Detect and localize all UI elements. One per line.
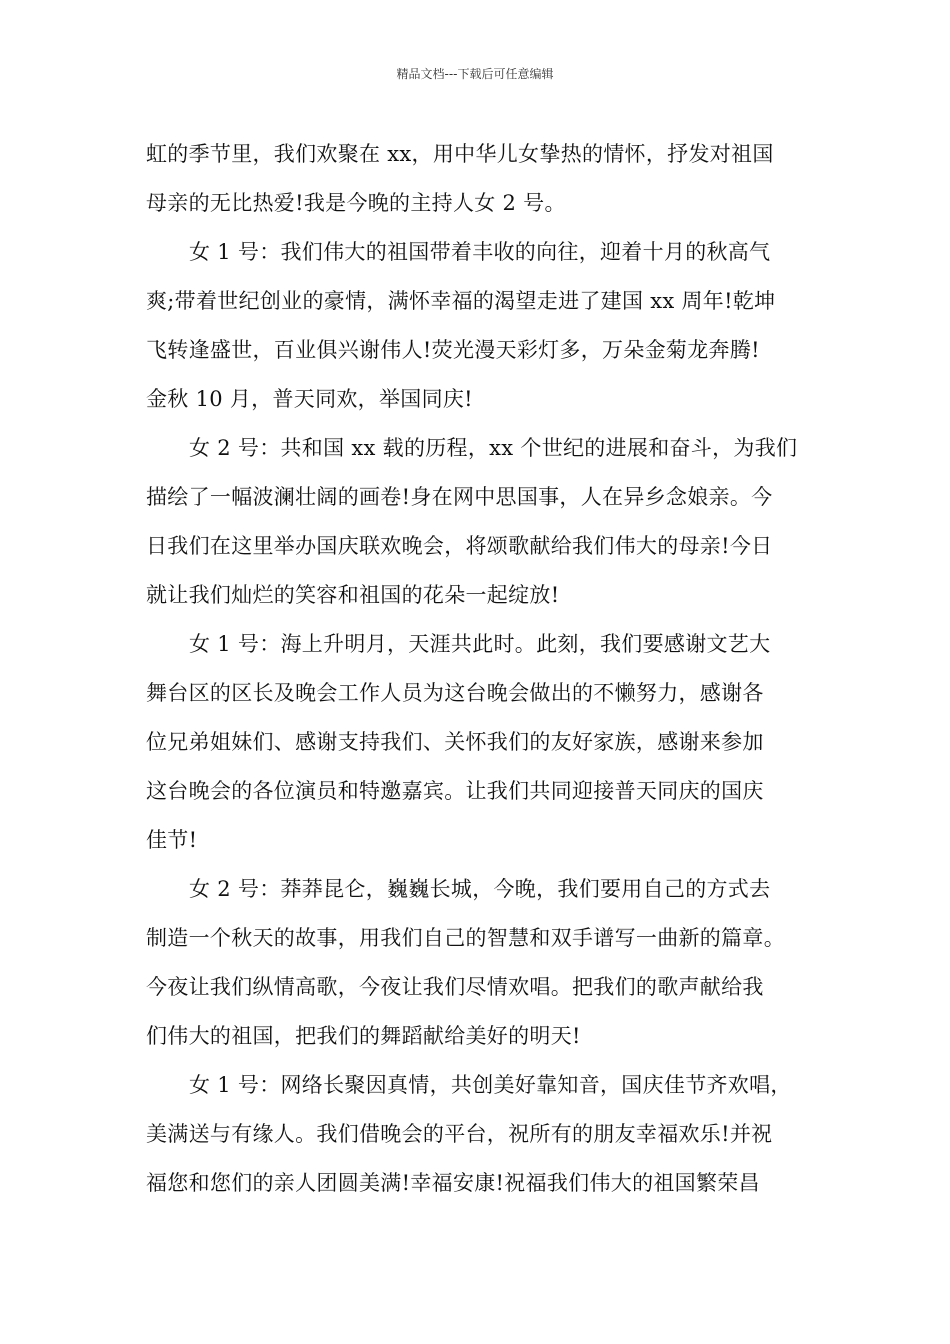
paragraph [146,1061,826,1208]
text-line: 女 2 号：莽莽昆仑，巍巍长城，今晚，我们要用自己的方式去 [189,877,771,901]
paragraph [146,130,826,228]
text-line: 佳节! [146,828,198,852]
text-line: 女 1 号：网络长聚因真情，共创美好靠知音，国庆佳节齐欢唱， [189,1073,792,1097]
text-line: 位兄弟姐妹们、感谢支持我们、关怀我们的友好家族，感谢来参加 [146,730,764,754]
text-line: 今夜让我们纵情高歌，今夜让我们尽情欢唱。把我们的歌声献给我 [146,975,764,999]
text-line: 这台晚会的各位演员和特邀嘉宾。让我们共同迎接普天同庆的国庆 [146,779,764,803]
text-line: 描绘了一幅波澜壮阔的画卷!身在网中思国事，人在异乡念娘亲。今 [146,485,773,509]
text-line: 虹的季节里，我们欢聚在 xx，用中华儿女挚热的情怀，抒发对祖国 [146,142,774,166]
paragraph [146,424,826,620]
text-line: 福您和您们的亲人团圆美满!幸福安康!祝福我们伟大的祖国繁荣昌 [146,1171,760,1195]
text-line: 日我们在这里举办国庆联欢晚会，将颂歌献给我们伟大的母亲!今日 [146,534,773,558]
text-line: 女 2 号：共和国 xx 载的历程，xx 个世纪的进展和奋斗，为我们 [189,436,798,460]
text-line: 女 1 号：我们伟大的祖国带着丰收的向往，迎着十月的秋高气 [189,240,771,264]
paragraph [146,865,826,1061]
text-line: 母亲的无比热爱!我是今晚的主持人女 2 号。 [146,191,566,215]
text-line: 飞转逢盛世，百业俱兴谢伟人!荧光漫天彩灯多，万朵金菊龙奔腾! [146,338,760,362]
text-line: 舞台区的区长及晚会工作人员为这台晚会做出的不懒努力，感谢各 [146,681,764,705]
paragraph [146,620,826,865]
text-line: 金秋 10 月，普天同欢，举国同庆! [146,387,473,411]
text-line: 就让我们灿烂的笑容和祖国的花朵一起绽放! [146,583,560,607]
text-line: 爽;带着世纪创业的豪情，满怀幸福的渴望走进了建国 xx 周年!乾坤 [146,289,776,313]
text-line: 美满送与有缘人。我们借晚会的平台，祝所有的朋友幸福欢乐!并祝 [146,1122,773,1146]
paragraph [146,228,826,424]
text-line: 女 1 号：海上升明月，天涯共此时。此刻，我们要感谢文艺大 [189,632,771,656]
text-line: 制造一个秋天的故事，用我们自己的智慧和双手谱写一曲新的篇章。 [146,926,785,950]
document-body [146,130,826,1208]
text-line: 们伟大的祖国，把我们的舞蹈献给美好的明天! [146,1024,581,1048]
page-header: 精品文档---下载后可任意编辑 [396,67,554,81]
